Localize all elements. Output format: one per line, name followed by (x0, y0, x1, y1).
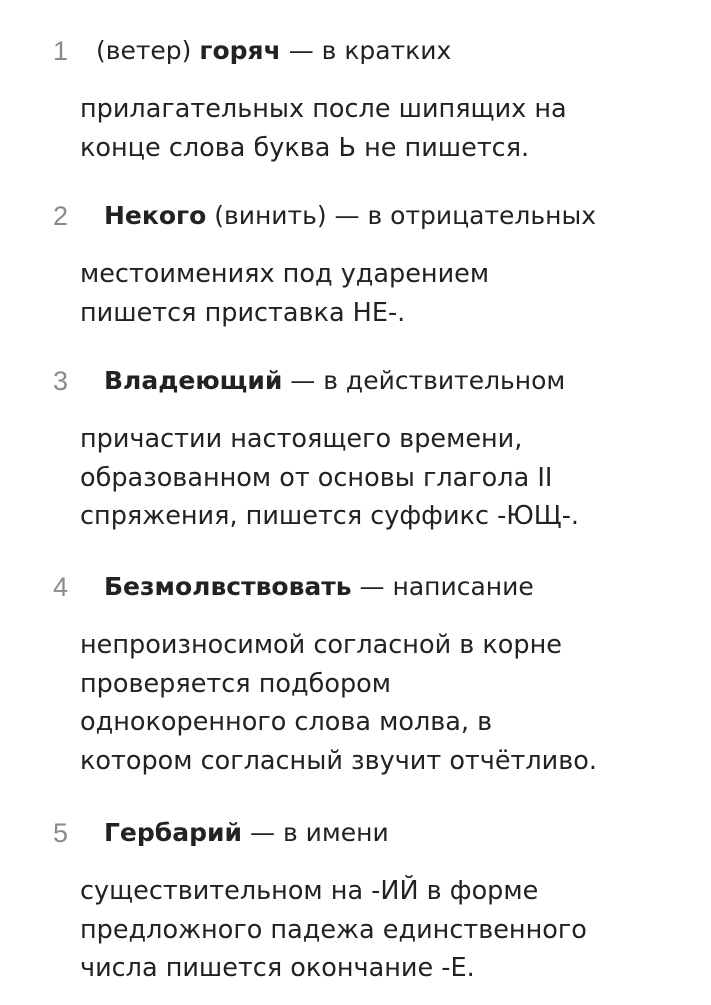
lead-rest: — в действительном (282, 366, 566, 395)
item-explanation (80, 90, 690, 167)
term-word: Владеющий (104, 366, 283, 395)
item-explanation (80, 872, 690, 988)
item-number: 5 (53, 818, 69, 848)
explanation-line: прилагательных после шипящих на (80, 94, 567, 124)
explanation-line: образованном от основы глагола II (80, 462, 553, 493)
explanation-line: котором согласный звучит отчётливо. (80, 745, 597, 776)
lead-rest: — в имени (242, 818, 389, 847)
term-word: горяч (199, 36, 281, 65)
term-word: Гербарий (104, 818, 243, 847)
explanation-line: предложного падежа единственного (80, 914, 587, 945)
explanation-line: конце слова буква Ь не пишется. (80, 132, 530, 163)
explanation-line: проверяется подбором (80, 668, 391, 699)
item-explanation (80, 255, 690, 332)
lead-rest: — написание (351, 572, 534, 601)
term-suffix: (винить) (206, 201, 327, 230)
lead-rest: — в отрицательных (326, 201, 597, 230)
explanation-line: причастии настоящего времени, (80, 424, 523, 454)
explanation-line: числа пишется окончание -Е. (80, 953, 475, 983)
term-prefix: (ветер) (96, 36, 200, 65)
item-number: 3 (53, 366, 69, 396)
item-lead-line (104, 816, 389, 850)
item-explanation (80, 420, 690, 536)
item-number: 4 (53, 572, 69, 602)
item-number: 2 (53, 201, 69, 231)
item-lead-line (104, 570, 534, 604)
term-word: Некого (104, 201, 207, 230)
explanation-line: местоимениях под ударением (80, 259, 490, 289)
explanation-line: однокоренного слова молва, в (80, 707, 493, 737)
explanation-line: пишется приставка НЕ-. (80, 297, 406, 328)
item-lead-line (96, 34, 451, 68)
explanation-line: непроизносимой согласной в корне (80, 630, 562, 660)
term-word: Безмолвствовать (104, 572, 352, 601)
item-lead-line (104, 364, 565, 398)
explanation-line: существительном на -ИЙ в форме (80, 876, 539, 906)
item-explanation (80, 626, 690, 780)
item-number: 1 (53, 36, 69, 66)
lead-rest: — в кратких (280, 36, 452, 65)
explanation-line: спряжения, пишется суффикс -ЮЩ-. (80, 501, 580, 531)
item-lead-line (104, 199, 596, 233)
